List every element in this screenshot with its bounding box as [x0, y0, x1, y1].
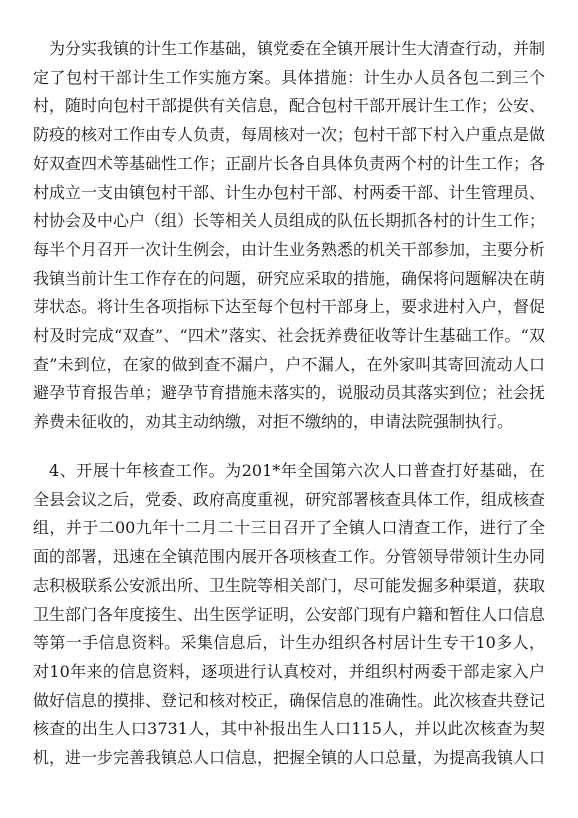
paragraph-ten-year-verification: 4、开展十年核查工作。为201*年全国第六次人口普查打好基础，在全县会议之后，党委、政府高度重视，研究部署核查具体工作，组成核查组，并于二00九年十二月二十三日召开了全镇人口清查工作，进行了全面的部署，迅速在全镇范围内展开各项核查工作。分管领导带领计生办同志积极联系公安派出所、卫生院等相关部门，尽可能发掘多种渠道，获取卫生部门各年度接生、出生医学证明，公安部门现有户籍和暂住人口信息等第一手信息资料。采集信息后，计生办组织各村居计生专干10多人，对10年来的信息资料，逐项进行认真校对，并组织村两委干部走家入户做好信息的摸排、登记和核对校正，确保信息的准确性。此次核查共登记核查的出生人口3731人，其中补报出生人口115人，并以此次核查为契机，进一步完善我镇总人口信息，把握全镇的人口总量，为提高我镇人口 — [33, 461, 546, 768]
paragraph-family-planning-measures: 为分实我镇的计生工作基础，镇党委在全镇开展计生大清查行动，并制定了包村干部计生工作实施方案。具体措施：计生办人员各包二到三个村，随时向包村干部提供有关信息，配合包村干部开展计生工作；公安、防疫的核对工作由专人负责，每周核对一次；包村干部下村入户重点是做好双查四术等基础性工作；正副片长各自具体负责两个村的计生工作；各村成立一支由镇包村干部、计生办包村干部、村两委干部、计生管理员、村协会及中心户（组）长等相关人员组成的队伍长期抓各村的计生工作；每半个月召开一次计生例会，由计生业务熟悉的机关干部参加，主要分析我镇当前计生工作存在的问题，研究应采取的措施，确保将问题解决在萌芽状态。将计生各项指标下达至每个包村干部身上，要求进村入户，督促村及时完成“双查”、“四术”落实、社会抚养费征收等计生基础工作。“双查”未到位，在家的做到查不漏户，户不漏人，在外家叫其寄回流动人口避孕节育报告单；避孕节育措施未落实的，说服动员其落实到位；社会抚养费未征收的，劝其主动纳缴，对拒不缴纳的，申请法院强制执行。 — [33, 39, 546, 432]
